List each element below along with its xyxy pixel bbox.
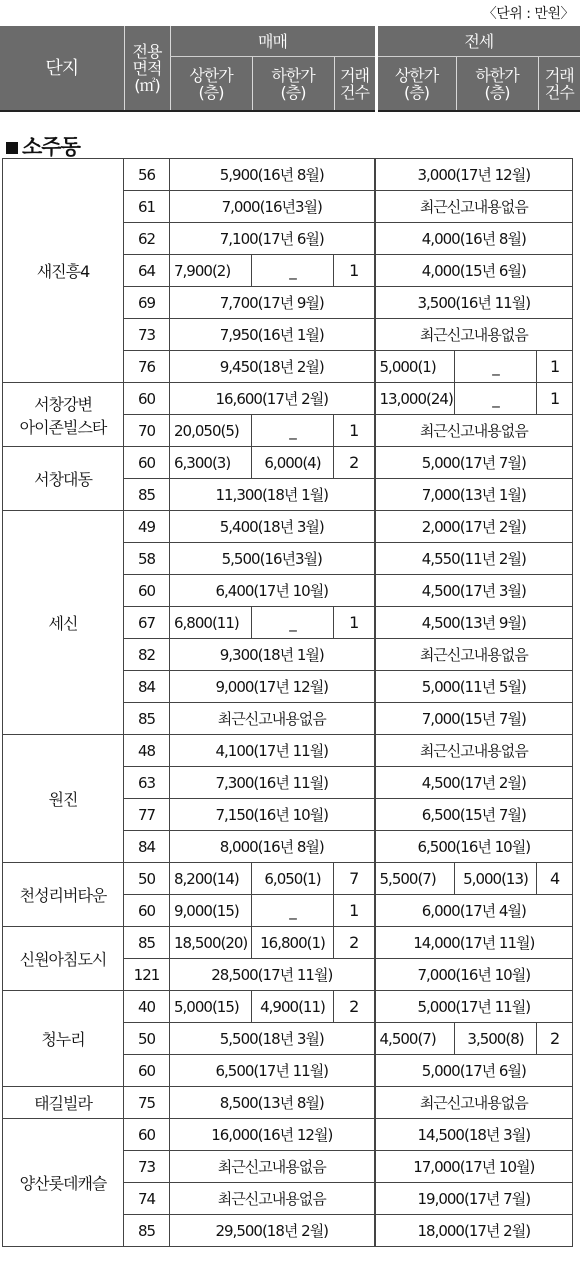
complex-name: 태길빌라 [3,1087,124,1119]
area-cell: 67 [124,607,170,639]
area-cell: 84 [124,831,170,863]
sale-merged-cell: 8,000(16년 8월) [170,831,375,863]
table-row [3,863,573,895]
sale-merged-cell: 29,500(18년 2월) [170,1215,375,1247]
header-complex: 단지 [45,57,79,79]
sale-upper-cell: 6,800(11) [170,607,252,639]
area-cell: 63 [124,767,170,799]
jeonse-merged-cell: 최근신고내용없음 [375,319,573,351]
sale-merged-cell: 6,400(17년 10월) [170,575,375,607]
area-cell: 84 [124,671,170,703]
section-title [6,131,80,161]
area-cell: 82 [124,639,170,671]
area-cell: 56 [124,159,170,191]
table-row [3,1087,573,1119]
jeonse-merged-cell: 7,000(16년 10월) [375,959,573,991]
jeonse-merged-cell: 최근신고내용없음 [375,735,573,767]
sale-count-cell: 1 [334,255,375,287]
sale-count-cell: 1 [334,415,375,447]
area-cell: 85 [124,927,170,959]
header-jeonse-count: 거래 건수 [538,57,580,112]
jeonse-merged-cell: 4,500(17년 2월) [375,767,573,799]
jeonse-upper-cell: 13,000(24) [375,383,455,415]
sale-merged-cell: 16,000(16년 12월) [170,1119,375,1151]
area-cell: 50 [124,863,170,895]
sale-merged-cell: 6,500(17년 11월) [170,1055,375,1087]
jeonse-merged-cell: 3,000(17년 12월) [375,159,573,191]
jeonse-merged-cell: 4,500(17년 3월) [375,575,573,607]
jeonse-count-cell: 4 [537,863,573,895]
sale-count-cell: 2 [334,447,375,479]
table-header [0,26,580,112]
sale-lower-cell: 4,900(11) [252,991,334,1023]
sale-merged-cell: 4,100(17년 11월) [170,735,375,767]
sale-upper-cell: 18,500(20) [170,927,252,959]
sale-merged-cell: 7,700(17년 9월) [170,287,375,319]
jeonse-lower-cell: 3,500(8) [455,1023,537,1055]
sale-merged-cell: 7,100(17년 6월) [170,223,375,255]
complex-name: 원진 [3,735,124,863]
area-cell: 49 [124,511,170,543]
jeonse-merged-cell: 14,000(17년 11월) [375,927,573,959]
jeonse-merged-cell: 4,550(11년 2월) [375,543,573,575]
jeonse-count-cell: 1 [537,351,573,383]
complex-name [3,383,124,447]
sale-lower-cell: _ [252,895,334,927]
sale-merged-cell: 16,600(17년 2월) [170,383,375,415]
sale-upper-cell: 7,900(2) [170,255,252,287]
complex-name-line2: 아이존빌스타 [19,417,107,437]
complex-name: 신원아침도시 [3,927,124,991]
sale-lower-cell: 6,000(4) [252,447,334,479]
sale-lower-cell: _ [252,415,334,447]
sale-lower-cell: _ [252,255,334,287]
jeonse-merged-cell: 4,000(15년 6월) [375,255,573,287]
sale-upper-cell: 9,000(15) [170,895,252,927]
jeonse-count-cell: 1 [537,383,573,415]
sale-upper-cell: 20,050(5) [170,415,252,447]
jeonse-merged-cell: 최근신고내용없음 [375,639,573,671]
table-row [3,383,573,415]
sale-merged-cell: 11,300(18년 1월) [170,479,375,511]
complex-name: 양산롯데캐슬 [3,1119,124,1247]
area-cell: 60 [124,575,170,607]
area-cell: 61 [124,191,170,223]
area-cell: 70 [124,415,170,447]
sale-count-cell: 2 [334,927,375,959]
table-row [3,447,573,479]
area-cell: 85 [124,479,170,511]
jeonse-merged-cell: 4,000(16년 8월) [375,223,573,255]
header-jeonse: 전세 [376,26,580,57]
jeonse-merged-cell: 최근신고내용없음 [375,1087,573,1119]
area-cell: 60 [124,1055,170,1087]
table-row [3,927,573,959]
area-cell: 48 [124,735,170,767]
area-cell: 73 [124,319,170,351]
area-cell: 121 [124,959,170,991]
complex-name: 세신 [3,511,124,735]
area-cell: 85 [124,703,170,735]
sale-merged-cell: 9,300(18년 1월) [170,639,375,671]
jeonse-merged-cell: 최근신고내용없음 [375,415,573,447]
sale-count-cell: 2 [334,991,375,1023]
area-cell: 60 [124,383,170,415]
square-bullet-icon [6,142,18,154]
sale-upper-cell: 8,200(14) [170,863,252,895]
sale-lower-cell: 6,050(1) [252,863,334,895]
jeonse-upper-cell: 5,500(7) [375,863,455,895]
sale-merged-cell: 최근신고내용없음 [170,1151,375,1183]
sale-count-cell: 1 [334,895,375,927]
complex-name: 천성리버타운 [3,863,124,927]
sale-merged-cell: 5,500(18년 3월) [170,1023,375,1055]
sale-lower-cell: _ [252,607,334,639]
jeonse-merged-cell: 6,500(15년 7월) [375,799,573,831]
area-cell: 74 [124,1183,170,1215]
jeonse-merged-cell: 14,500(18년 3월) [375,1119,573,1151]
table-row [3,991,573,1023]
jeonse-merged-cell: 6,500(16년 10월) [375,831,573,863]
sale-lower-cell: 16,800(1) [252,927,334,959]
header-area-line2: 면적 [132,58,162,78]
sale-count-cell: 1 [334,607,375,639]
area-cell: 85 [124,1215,170,1247]
complex-name: 서창대동 [3,447,124,511]
jeonse-lower-cell: _ [455,351,537,383]
area-cell: 73 [124,1151,170,1183]
area-cell: 40 [124,991,170,1023]
area-cell: 60 [124,1119,170,1151]
jeonse-merged-cell: 7,000(15년 7월) [375,703,573,735]
header-area [124,26,170,111]
sale-count-cell: 7 [334,863,375,895]
header-sale-count: 거래 건수 [334,57,376,112]
header-area-line1: 전용 [132,41,162,61]
header-jeonse-upper: 상한가 (층) [376,57,456,112]
table-row [3,1119,573,1151]
header-jeonse-lower: 하한가 (층) [456,57,538,112]
sale-merged-cell: 최근신고내용없음 [170,703,375,735]
jeonse-merged-cell: 5,000(17년 11월) [375,991,573,1023]
sale-merged-cell: 최근신고내용없음 [170,1183,375,1215]
jeonse-count-cell: 2 [537,1023,573,1055]
jeonse-upper-cell: 4,500(7) [375,1023,455,1055]
jeonse-merged-cell: 7,000(13년 1월) [375,479,573,511]
jeonse-merged-cell: 17,000(17년 10월) [375,1151,573,1183]
jeonse-merged-cell: 5,000(17년 7월) [375,447,573,479]
area-cell: 60 [124,895,170,927]
unit-note: 〈단위 : 만원〉 [482,6,574,22]
jeonse-merged-cell: 5,000(11년 5월) [375,671,573,703]
complex-name-line1: 서창강변 [34,394,92,414]
jeonse-lower-cell: 5,000(13) [455,863,537,895]
jeonse-merged-cell: 19,000(17년 7월) [375,1183,573,1215]
table-row [3,735,573,767]
sale-merged-cell: 7,300(16년 11월) [170,767,375,799]
sale-merged-cell: 7,000(16년3월) [170,191,375,223]
header-sale-upper: 상한가 (층) [170,57,252,112]
jeonse-merged-cell: 4,500(13년 9월) [375,607,573,639]
sale-merged-cell: 8,500(13년 8월) [170,1087,375,1119]
area-cell: 64 [124,255,170,287]
area-cell: 50 [124,1023,170,1055]
area-cell: 75 [124,1087,170,1119]
sale-merged-cell: 5,400(18년 3월) [170,511,375,543]
sale-merged-cell: 5,500(16년3월) [170,543,375,575]
sale-merged-cell: 9,000(17년 12월) [170,671,375,703]
sale-merged-cell: 7,150(16년 10월) [170,799,375,831]
sale-upper-cell: 6,300(3) [170,447,252,479]
jeonse-lower-cell: _ [455,383,537,415]
jeonse-merged-cell: 2,000(17년 2월) [375,511,573,543]
section-title-text: 소주동 [22,135,80,159]
area-cell: 58 [124,543,170,575]
header-sale-lower: 하한가 (층) [252,57,334,112]
area-cell: 69 [124,287,170,319]
complex-name: 청누리 [3,991,124,1087]
header-area-line3: (㎡) [134,75,160,95]
table-row [3,159,573,191]
sale-upper-cell: 5,000(15) [170,991,252,1023]
price-table [2,158,573,1247]
jeonse-upper-cell: 5,000(1) [375,351,455,383]
sale-merged-cell: 5,900(16년 8월) [170,159,375,191]
area-cell: 76 [124,351,170,383]
sale-merged-cell: 9,450(18년 2월) [170,351,375,383]
sale-merged-cell: 7,950(16년 1월) [170,319,375,351]
area-cell: 77 [124,799,170,831]
header-sale: 매매 [170,26,376,57]
sale-merged-cell: 28,500(17년 11월) [170,959,375,991]
area-cell: 62 [124,223,170,255]
jeonse-merged-cell: 18,000(17년 2월) [375,1215,573,1247]
complex-name: 새진흥4 [3,159,124,383]
jeonse-merged-cell: 6,000(17년 4월) [375,895,573,927]
jeonse-merged-cell: 5,000(17년 6월) [375,1055,573,1087]
jeonse-merged-cell: 최근신고내용없음 [375,191,573,223]
table-row [3,511,573,543]
jeonse-merged-cell: 3,500(16년 11월) [375,287,573,319]
area-cell: 60 [124,447,170,479]
